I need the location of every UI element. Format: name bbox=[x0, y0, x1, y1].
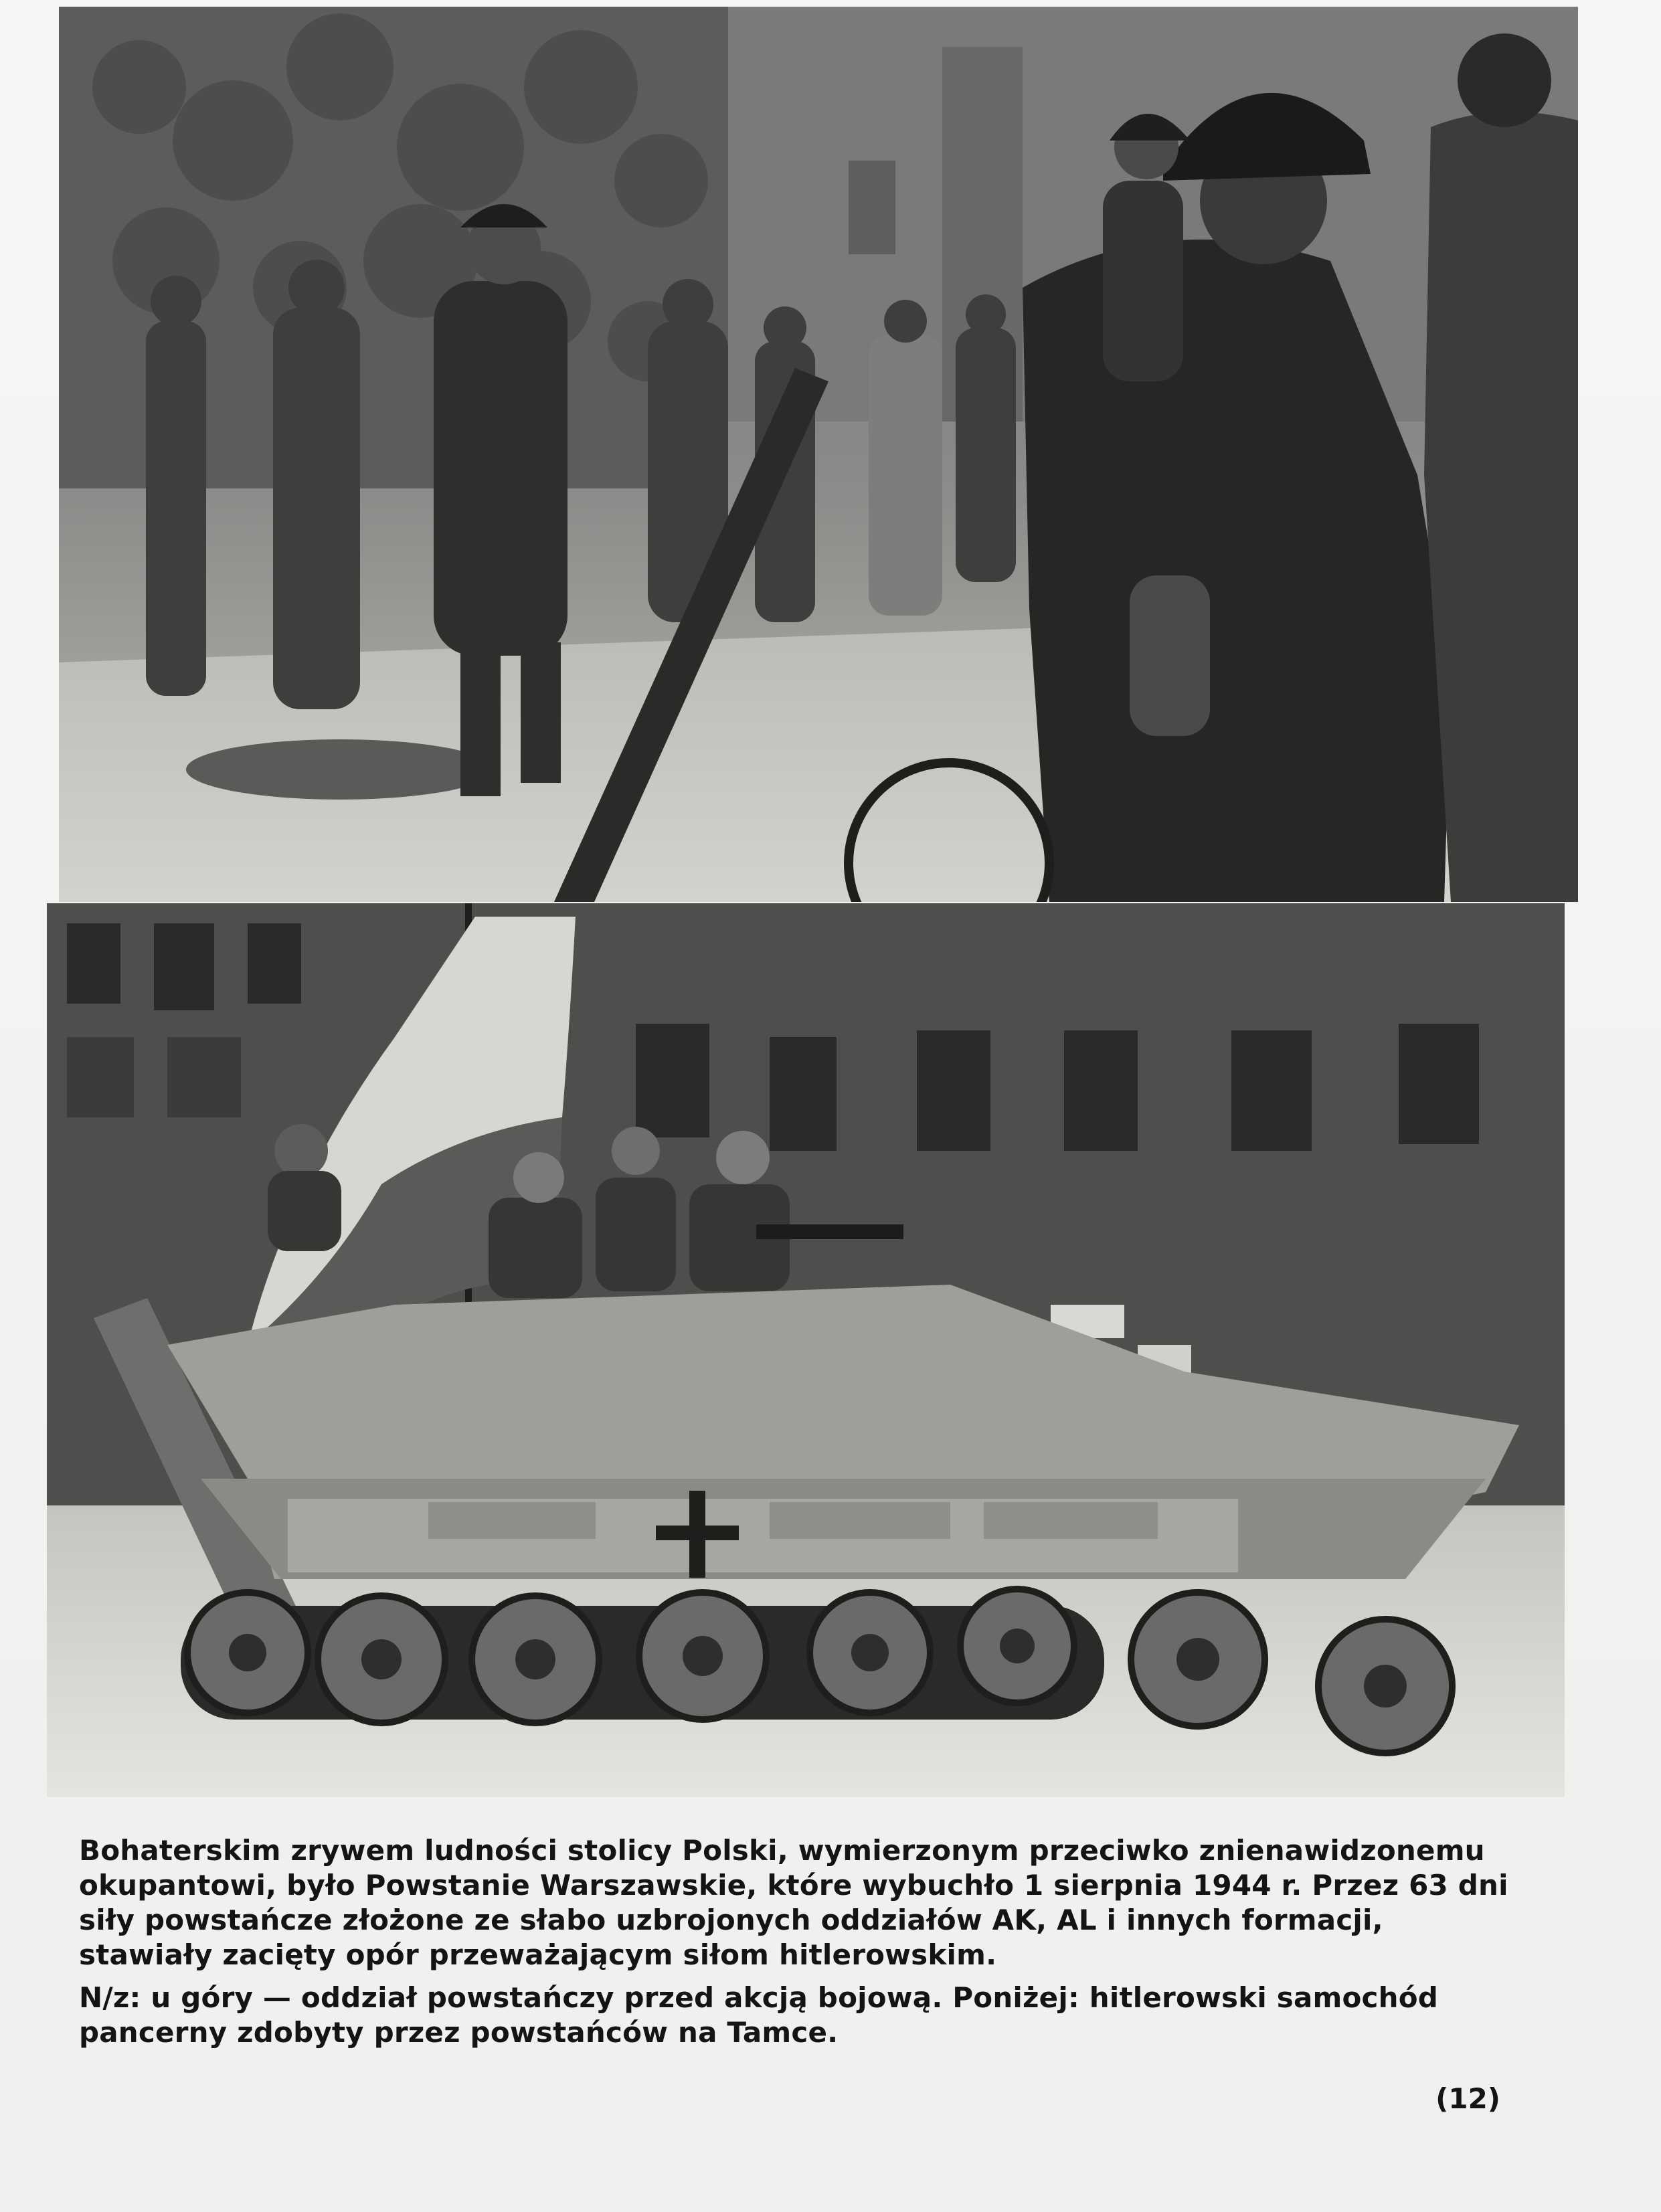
top-photo bbox=[59, 7, 1578, 902]
caption-paragraph: Bohaterskim zrywem ludności stolicy Polski, wymierzonym przeciwko znienawidzonemu okupantowi, było Powstanie Warszawskie, które wybuchło 1 sierpnia 1944 r. Przez 63 dni siły powstańcze złożone ze słabo uzbrojonych oddziałów AK, AL i innych formacji, stawiały zacięty opór przeważającym siłom hitlerowskim. bbox=[79, 1834, 1508, 1971]
machine-gun bbox=[756, 1224, 903, 1239]
top-photo-illustration bbox=[59, 7, 1578, 902]
caption bbox=[79, 1833, 1511, 2050]
page-number: (12) bbox=[1435, 2082, 1500, 2115]
bottom-photo-illustration bbox=[47, 903, 1565, 1797]
bottom-photo bbox=[47, 903, 1565, 1797]
caption-photo-note: N/z: u góry — oddział powstańczy przed akcją bojową. Poniżej: hitlerowski samochód pancerny zdobyty przez powstańców na Tamce. bbox=[79, 1981, 1439, 2049]
